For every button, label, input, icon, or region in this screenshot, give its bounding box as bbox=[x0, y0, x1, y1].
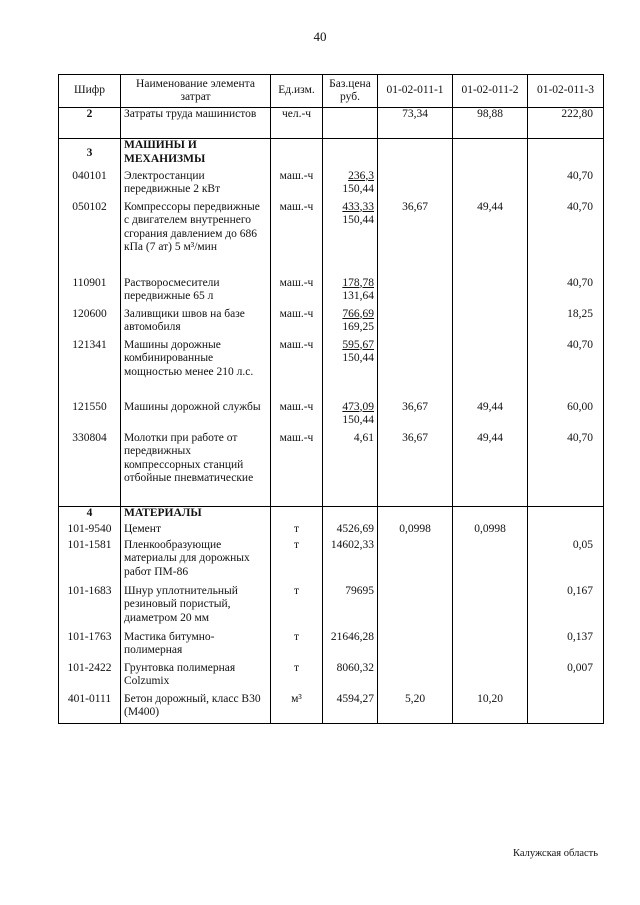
material-row bbox=[59, 585, 604, 631]
table-header bbox=[59, 75, 604, 108]
machine-value-3: 40,70 bbox=[528, 277, 604, 308]
machine-price-bottom: 150,44 bbox=[342, 214, 374, 226]
machine-name: Компрессоры передвижные с двигателем внутреннего сгорания давлением до 686 кПа (7 ат) 5 м³/мин bbox=[121, 201, 271, 277]
material-price: 4594,27 bbox=[323, 693, 378, 724]
machine-value-1 bbox=[378, 277, 453, 308]
machine-value-2: 49,44 bbox=[453, 401, 528, 432]
material-price: 79695 bbox=[323, 585, 378, 631]
machines-section-code: 3 bbox=[59, 139, 121, 170]
header-code: Шифр bbox=[59, 75, 121, 108]
machine-name: Электростанции передвижные 2 кВт bbox=[121, 170, 271, 201]
cost-table bbox=[58, 74, 604, 724]
material-value-3: 0,167 bbox=[528, 585, 604, 631]
machine-code: 121341 bbox=[59, 339, 121, 401]
material-code: 401-0111 bbox=[59, 693, 121, 724]
material-value-3: 0,007 bbox=[528, 662, 604, 693]
material-price: 21646,28 bbox=[323, 631, 378, 662]
machine-price bbox=[323, 170, 378, 201]
empty-cell bbox=[378, 139, 453, 170]
empty-cell bbox=[528, 139, 604, 170]
material-value-1 bbox=[378, 539, 453, 585]
empty-cell bbox=[323, 507, 378, 523]
material-unit: т bbox=[271, 539, 323, 585]
machine-row bbox=[59, 201, 604, 277]
empty-cell bbox=[453, 507, 528, 523]
machine-price-top: 4,61 bbox=[353, 431, 374, 444]
empty-cell bbox=[271, 139, 323, 170]
machine-price bbox=[323, 432, 378, 507]
labor-code: 2 bbox=[59, 108, 121, 139]
material-value-2: 10,20 bbox=[453, 693, 528, 724]
machine-value-2 bbox=[453, 339, 528, 401]
material-value-3 bbox=[528, 693, 604, 724]
machine-code: 110901 bbox=[59, 277, 121, 308]
machine-name: Заливщики швов на базе автомобиля bbox=[121, 308, 271, 339]
machine-value-3: 40,70 bbox=[528, 201, 604, 277]
labor-name: Затраты труда машинистов bbox=[121, 108, 271, 139]
labor-value-1: 73,34 bbox=[378, 108, 453, 139]
material-value-2 bbox=[453, 585, 528, 631]
table-body bbox=[59, 108, 604, 724]
machine-value-1: 36,67 bbox=[378, 432, 453, 507]
machine-code: 040101 bbox=[59, 170, 121, 201]
material-unit: т bbox=[271, 585, 323, 631]
machine-unit: маш.-ч bbox=[271, 170, 323, 201]
material-value-1: 5,20 bbox=[378, 693, 453, 724]
machine-value-1 bbox=[378, 308, 453, 339]
labor-row bbox=[59, 108, 604, 139]
machine-unit: маш.-ч bbox=[271, 339, 323, 401]
machine-price bbox=[323, 277, 378, 308]
machine-price bbox=[323, 308, 378, 339]
machine-name: Машины дорожной службы bbox=[121, 401, 271, 432]
labor-value-2: 98,88 bbox=[453, 108, 528, 139]
machine-price-bottom: 150,44 bbox=[342, 352, 374, 364]
machine-unit: маш.-ч bbox=[271, 432, 323, 507]
machine-value-3: 18,25 bbox=[528, 308, 604, 339]
material-name: Шнур уплотнительный резиновый пористый, диаметром 20 мм bbox=[121, 585, 271, 631]
material-code: 101-1683 bbox=[59, 585, 121, 631]
material-unit: т bbox=[271, 631, 323, 662]
machine-row bbox=[59, 308, 604, 339]
material-value-2 bbox=[453, 631, 528, 662]
machines-section-title: МАШИНЫ И МЕХАНИЗМЫ bbox=[121, 139, 271, 170]
machine-price-top: 766,69 bbox=[342, 307, 374, 320]
machine-row bbox=[59, 401, 604, 432]
materials-section-code: 4 bbox=[59, 507, 121, 523]
header-name: Наименование элемента затрат bbox=[121, 75, 271, 108]
material-price: 8060,32 bbox=[323, 662, 378, 693]
material-value-3: 0,05 bbox=[528, 539, 604, 585]
materials-section-header bbox=[59, 507, 604, 523]
machine-unit: маш.-ч bbox=[271, 401, 323, 432]
machine-code: 121550 bbox=[59, 401, 121, 432]
machine-price-top: 595,67 bbox=[342, 338, 374, 351]
machine-price-bottom: 150,44 bbox=[342, 183, 374, 195]
machines-section-header bbox=[59, 139, 604, 170]
material-value-1 bbox=[378, 631, 453, 662]
machine-value-1: 36,67 bbox=[378, 201, 453, 277]
machine-unit: маш.-ч bbox=[271, 201, 323, 277]
machine-value-2 bbox=[453, 308, 528, 339]
machine-value-3: 60,00 bbox=[528, 401, 604, 432]
machine-value-3: 40,70 bbox=[528, 170, 604, 201]
machine-price-bottom: 169,25 bbox=[342, 321, 374, 333]
machine-code: 120600 bbox=[59, 308, 121, 339]
header-price: Баз.цена руб. bbox=[323, 75, 378, 108]
machine-row bbox=[59, 170, 604, 201]
empty-cell bbox=[271, 507, 323, 523]
labor-unit: чел.-ч bbox=[271, 108, 323, 139]
machine-price-top: 236,3 bbox=[348, 169, 374, 182]
material-row bbox=[59, 693, 604, 724]
machine-unit: маш.-ч bbox=[271, 277, 323, 308]
material-name: Грунтовка полимерная Colzumix bbox=[121, 662, 271, 693]
header-col-3: 01-02-011-3 bbox=[528, 75, 604, 108]
material-value-1: 0,0998 bbox=[378, 523, 453, 539]
machine-value-2: 49,44 bbox=[453, 201, 528, 277]
material-price: 14602,33 bbox=[323, 539, 378, 585]
material-price: 4526,69 bbox=[323, 523, 378, 539]
machine-name: Машины дорожные комбинированные мощностью менее 210 л.с. bbox=[121, 339, 271, 401]
header-col-2: 01-02-011-2 bbox=[453, 75, 528, 108]
material-unit: т bbox=[271, 662, 323, 693]
machine-price-bottom: 131,64 bbox=[342, 290, 374, 302]
machine-price-top: 433,33 bbox=[342, 200, 374, 213]
material-name: Бетон дорожный, класс В30 (М400) bbox=[121, 693, 271, 724]
machine-value-1 bbox=[378, 339, 453, 401]
machine-price bbox=[323, 401, 378, 432]
material-value-2 bbox=[453, 539, 528, 585]
machine-price-top: 178,78 bbox=[342, 276, 374, 289]
machine-name: Растворосмесители передвижные 65 л bbox=[121, 277, 271, 308]
machine-value-2: 49,44 bbox=[453, 432, 528, 507]
empty-cell bbox=[323, 139, 378, 170]
material-row bbox=[59, 523, 604, 539]
material-value-2: 0,0998 bbox=[453, 523, 528, 539]
material-name: Пленкообразующие материалы для дорожных работ ПМ-86 bbox=[121, 539, 271, 585]
machine-price-top: 473,09 bbox=[342, 400, 374, 413]
material-unit: т bbox=[271, 523, 323, 539]
machine-value-3: 40,70 bbox=[528, 339, 604, 401]
machine-value-2 bbox=[453, 170, 528, 201]
material-value-1 bbox=[378, 662, 453, 693]
page-number: 40 bbox=[313, 29, 327, 44]
machine-price bbox=[323, 201, 378, 277]
material-name: Цемент bbox=[121, 523, 271, 539]
machine-value-1 bbox=[378, 170, 453, 201]
machine-code: 330804 bbox=[59, 432, 121, 507]
machine-value-1: 36,67 bbox=[378, 401, 453, 432]
header-unit: Ед.изм. bbox=[271, 75, 323, 108]
footer-region-label: Калужская область bbox=[513, 848, 599, 859]
machine-row bbox=[59, 432, 604, 507]
material-code: 101-2422 bbox=[59, 662, 121, 693]
machine-row bbox=[59, 277, 604, 308]
material-row bbox=[59, 539, 604, 585]
empty-cell bbox=[528, 507, 604, 523]
machine-price-bottom: 150,44 bbox=[342, 414, 374, 426]
materials-section-title: МАТЕРИАЛЫ bbox=[121, 507, 271, 523]
material-value-3 bbox=[528, 523, 604, 539]
material-row bbox=[59, 631, 604, 662]
machine-value-2 bbox=[453, 277, 528, 308]
machine-unit: маш.-ч bbox=[271, 308, 323, 339]
machine-name: Молотки при работе от передвижных компрессорных станций отбойные пневматические bbox=[121, 432, 271, 507]
material-value-2 bbox=[453, 662, 528, 693]
material-code: 101-1763 bbox=[59, 631, 121, 662]
material-unit: м³ bbox=[271, 693, 323, 724]
material-name: Мастика битумно-полимерная bbox=[121, 631, 271, 662]
empty-cell bbox=[378, 507, 453, 523]
material-code: 101-1581 bbox=[59, 539, 121, 585]
material-row bbox=[59, 662, 604, 693]
material-value-3: 0,137 bbox=[528, 631, 604, 662]
labor-value-3: 222,80 bbox=[528, 108, 604, 139]
empty-cell bbox=[453, 139, 528, 170]
material-code: 101-9540 bbox=[59, 523, 121, 539]
labor-price bbox=[323, 108, 378, 139]
header-col-1: 01-02-011-1 bbox=[378, 75, 453, 108]
machine-code: 050102 bbox=[59, 201, 121, 277]
machine-value-3: 40,70 bbox=[528, 432, 604, 507]
machine-row bbox=[59, 339, 604, 401]
material-value-1 bbox=[378, 585, 453, 631]
machine-price bbox=[323, 339, 378, 401]
